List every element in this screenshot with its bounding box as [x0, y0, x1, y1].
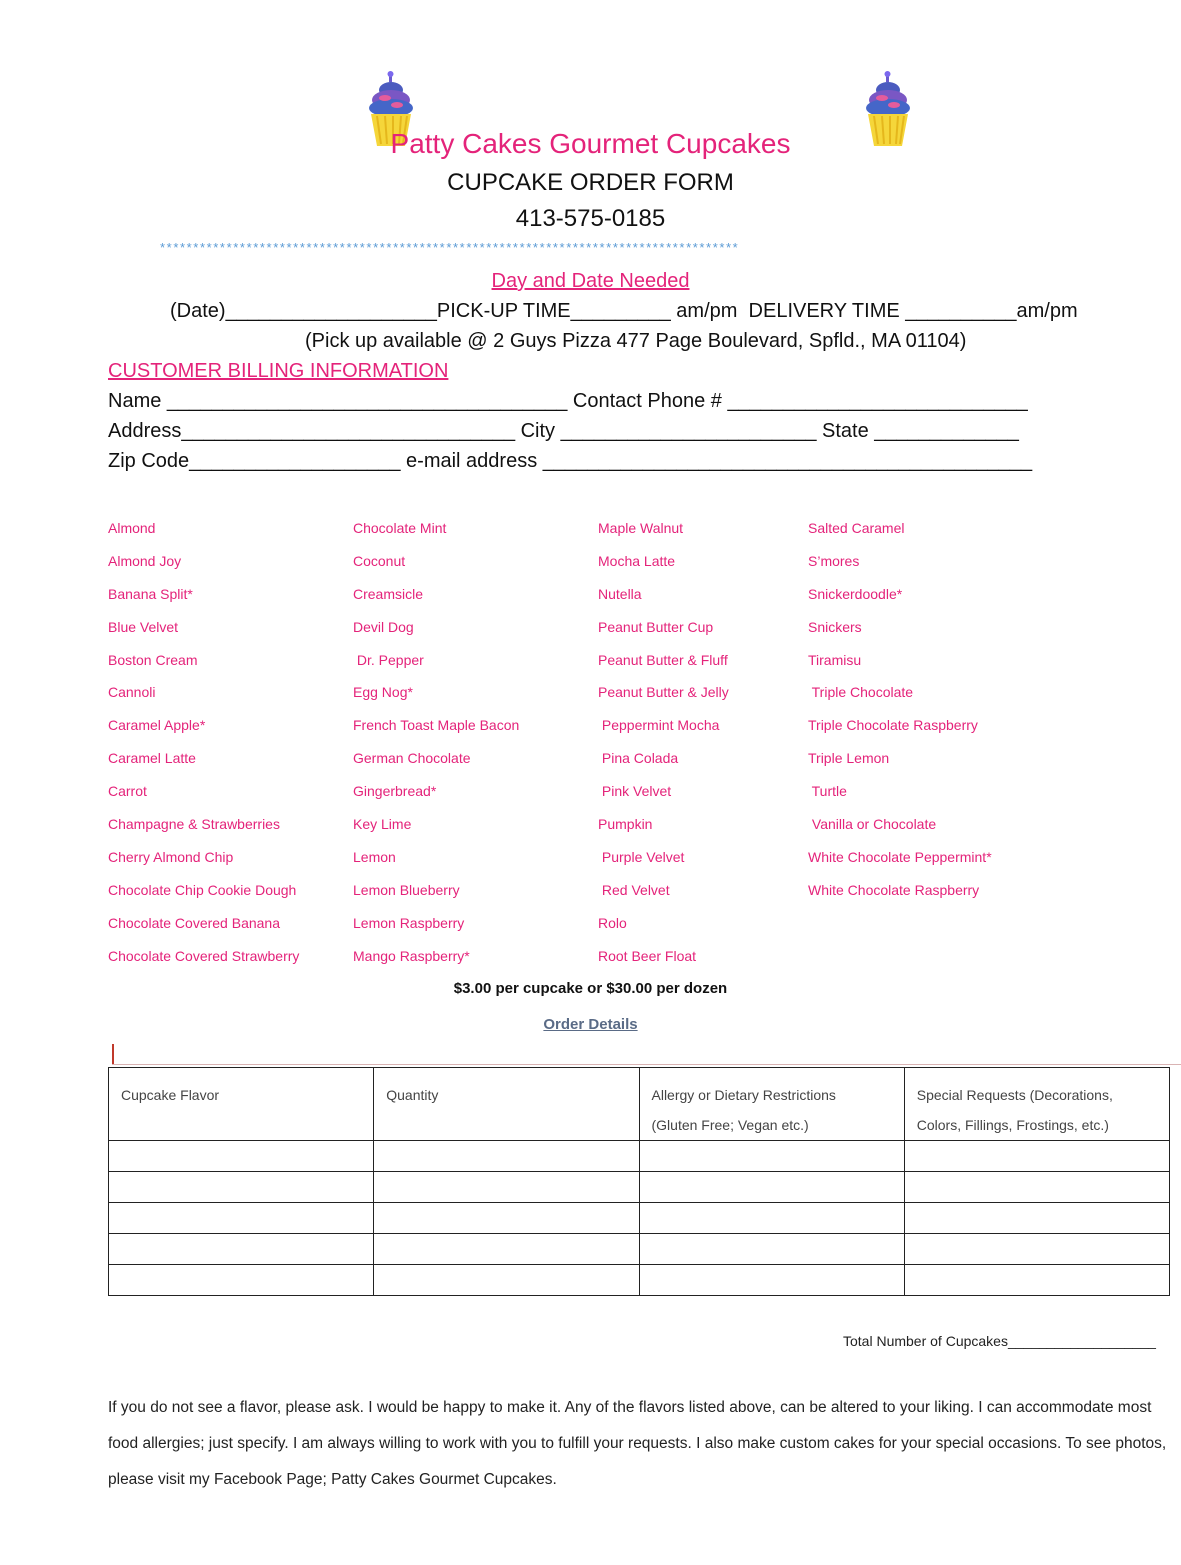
flavor-item: Lemon Raspberry — [353, 915, 465, 931]
flavor-item: Peanut Butter & Fluff — [598, 652, 728, 668]
star-divider: *************************************************************************************** — [160, 240, 740, 255]
flavor-cell[interactable] — [109, 1203, 374, 1234]
flavor-item: Almond Joy — [108, 553, 182, 569]
flavor-item: Carrot — [108, 783, 147, 799]
flavor-item: Gingerbread* — [353, 783, 437, 799]
flavor-item: Triple Lemon — [808, 750, 890, 766]
quantity-cell[interactable] — [374, 1141, 639, 1172]
flavor-item: Caramel Latte — [108, 750, 196, 766]
table-row — [109, 1234, 1170, 1265]
flavor-item: Banana Split* — [108, 586, 193, 602]
address-line[interactable]: Address______________________________ City _______________________ State _____________ — [108, 420, 1019, 442]
flavor-item: White Chocolate Raspberry — [808, 882, 980, 898]
flavor-item: Pina Colada — [598, 750, 679, 766]
allergy-cell[interactable] — [639, 1234, 904, 1265]
flavor-item: Dr. Pepper — [353, 652, 424, 668]
flavor-item: Cannoli — [108, 684, 156, 700]
flavor-item: White Chocolate Peppermint* — [808, 849, 992, 865]
flavor-item: Snickerdoodle* — [808, 586, 903, 602]
flavor-item: Lemon — [353, 849, 396, 865]
flavor-cell[interactable] — [109, 1234, 374, 1265]
flavor-item: Red Velvet — [598, 882, 670, 898]
flavor-item: Lemon Blueberry — [353, 882, 460, 898]
quantity-cell[interactable] — [374, 1234, 639, 1265]
flavor-item: Mango Raspberry* — [353, 948, 470, 964]
billing-heading: CUSTOMER BILLING INFORMATION — [108, 360, 449, 382]
flavor-item: Chocolate Covered Banana — [108, 915, 281, 931]
flavor-item: Egg Nog* — [353, 684, 413, 700]
flavor-item: Chocolate Covered Strawberry — [108, 948, 300, 964]
special-cell[interactable] — [904, 1203, 1169, 1234]
divider-line — [112, 1064, 1181, 1065]
flavor-item: Caramel Apple* — [108, 717, 206, 733]
table-row — [109, 1172, 1170, 1203]
flavor-item: Chocolate Chip Cookie Dough — [108, 882, 297, 898]
allergy-cell[interactable] — [639, 1265, 904, 1296]
flavor-item: Rolo — [598, 915, 627, 931]
flavor-item: Maple Walnut — [598, 520, 684, 536]
order-details-heading: Order Details — [543, 1016, 638, 1033]
table-header-row — [109, 1068, 1170, 1141]
footer-paragraph: If you do not see a flavor, please ask. I would be happy to make it. Any of the flavors listed above, can be altered to your liking. I can accommodate most food allergies; just specify. I am always willing to work with you to fulfill your requests. I also make custom cakes for your special occasions. To see photos, please visit my Facebook Page; Patty Cakes Gourmet Cupcakes. — [108, 1399, 1167, 1488]
flavor-item: Boston Cream — [108, 652, 198, 668]
flavor-cell[interactable] — [109, 1265, 374, 1296]
flavor-item: German Chocolate — [353, 750, 471, 766]
allergy-cell[interactable] — [639, 1172, 904, 1203]
special-cell[interactable] — [904, 1172, 1169, 1203]
flavor-item: Coconut — [353, 553, 406, 569]
special-cell[interactable] — [904, 1265, 1169, 1296]
pricing-text: $3.00 per cupcake or $30.00 per dozen — [453, 980, 728, 997]
phone-number: 413-575-0185 — [515, 205, 666, 232]
table-row — [109, 1141, 1170, 1172]
flavor-item: Pink Velvet — [598, 783, 672, 799]
flavor-item: Cherry Almond Chip — [108, 849, 234, 865]
flavor-item: Snickers — [808, 619, 862, 635]
zip-email-line[interactable]: Zip Code___________________ e-mail address ____________________________________________ — [108, 450, 1033, 472]
flavor-item: Key Lime — [353, 816, 412, 832]
flavor-item: Devil Dog — [353, 619, 414, 635]
flavor-item: Blue Velvet — [108, 619, 179, 635]
column-header-quantity: Quantity — [374, 1068, 639, 1141]
allergy-cell[interactable] — [639, 1203, 904, 1234]
business-name: Patty Cakes Gourmet Cupcakes — [390, 128, 791, 159]
table-row — [109, 1265, 1170, 1296]
flavor-cell[interactable] — [109, 1141, 374, 1172]
flavor-item: Purple Velvet — [598, 849, 685, 865]
flavor-item: Root Beer Float — [598, 948, 697, 964]
flavor-item: Champagne & Strawberries — [108, 816, 280, 832]
special-cell[interactable] — [904, 1234, 1169, 1265]
flavor-item: Triple Chocolate Raspberry — [808, 717, 978, 733]
table-row — [109, 1203, 1170, 1234]
date-time-line[interactable]: (Date)___________________PICK-UP TIME_________ am/pm DELIVERY TIME __________am/pm — [170, 300, 1078, 322]
special-cell[interactable] — [904, 1141, 1169, 1172]
column-header-allergy: Allergy or Dietary Restrictions (Gluten Free; Vegan etc.) — [639, 1068, 904, 1141]
flavor-item: Almond — [108, 520, 156, 536]
flavor-item: Pumpkin — [598, 816, 653, 832]
flavor-item: French Toast Maple Bacon — [353, 717, 520, 733]
flavor-item: Nutella — [598, 586, 642, 602]
cursor-marker — [112, 1044, 114, 1064]
date-section-heading: Day and Date Needed — [491, 270, 690, 292]
form-title: CUPCAKE ORDER FORM — [447, 169, 734, 196]
quantity-cell[interactable] — [374, 1172, 639, 1203]
flavor-item: S’mores — [808, 553, 860, 569]
order-details-table — [108, 1067, 1170, 1296]
flavor-item: Turtle — [808, 783, 847, 799]
flavor-item: Peanut Butter & Jelly — [598, 684, 729, 700]
flavor-item: Peppermint Mocha — [598, 717, 720, 733]
column-header-flavor: Cupcake Flavor — [109, 1068, 374, 1141]
flavor-item: Tiramisu — [808, 652, 862, 668]
pickup-note: (Pick up available @ 2 Guys Pizza 477 Page Boulevard, Spfld., MA 01104) — [305, 330, 967, 352]
allergy-cell[interactable] — [639, 1141, 904, 1172]
flavor-cell[interactable] — [109, 1172, 374, 1203]
flavor-item: Triple Chocolate — [808, 684, 914, 700]
quantity-cell[interactable] — [374, 1203, 639, 1234]
column-header-special: Special Requests (Decorations, Colors, Fillings, Frostings, etc.) — [904, 1068, 1169, 1141]
flavor-item: Salted Caramel — [808, 520, 905, 536]
flavor-item: Creamsicle — [353, 586, 424, 602]
flavor-item: Peanut Butter Cup — [598, 619, 714, 635]
total-cupcakes-line[interactable]: Total Number of Cupcakes___________________ — [843, 1333, 1156, 1349]
flavor-item: Chocolate Mint — [353, 520, 447, 536]
flavor-item: Vanilla or Chocolate — [808, 816, 937, 832]
quantity-cell[interactable] — [374, 1265, 639, 1296]
flavor-item: Mocha Latte — [598, 553, 676, 569]
name-phone-line[interactable]: Name ____________________________________ Contact Phone # ___________________________ — [108, 390, 1028, 412]
